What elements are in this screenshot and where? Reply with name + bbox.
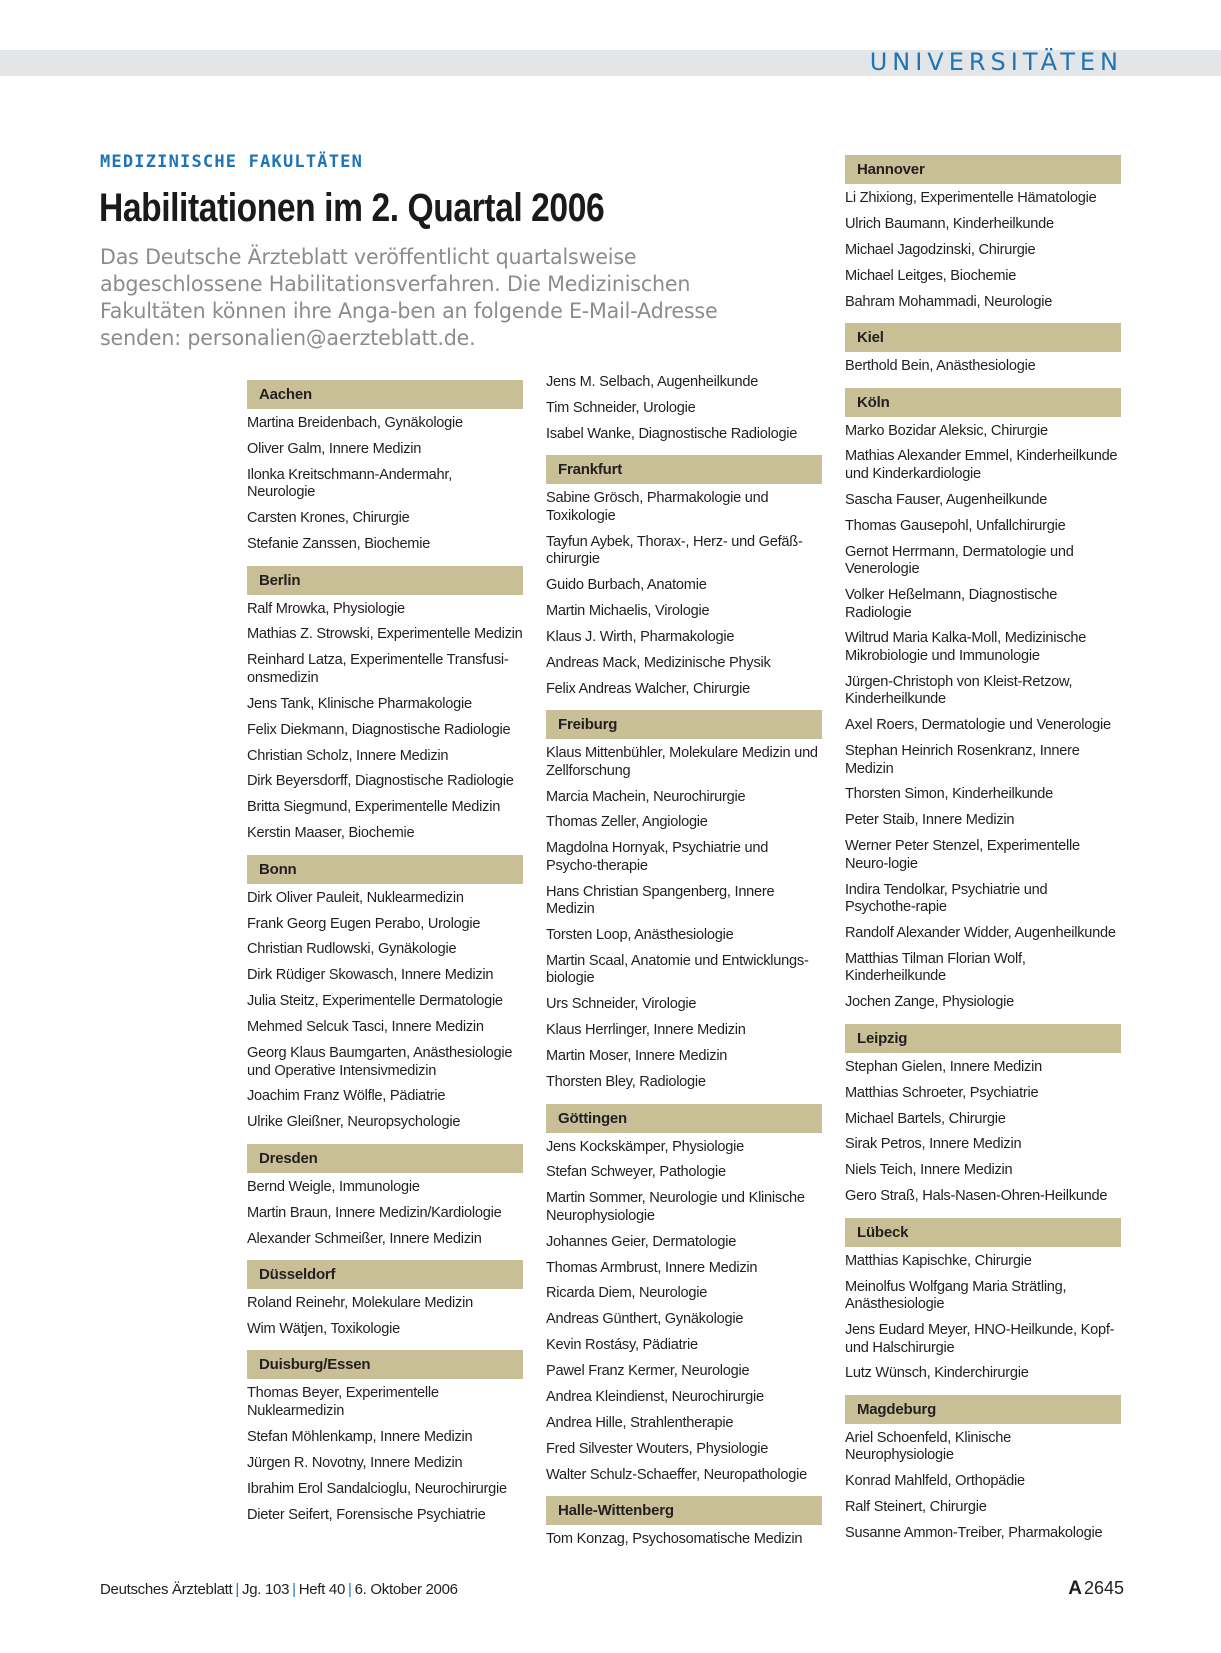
list-item: Martin Sommer, Neurologie und Klinische Neurophysiologie (546, 1190, 805, 1224)
university-group (845, 1024, 1121, 1206)
list-item: Sabine Grösch, Pharmakologie und Toxikologie (546, 490, 769, 524)
article-title: Habilitationen im 2. Quartal 2006 (99, 186, 605, 230)
list-item: Andreas Günthert, Gynäkologie (546, 1311, 744, 1328)
list-item: Carsten Krones, Chirurgie (247, 510, 410, 527)
list-item: Ricarda Diem, Neurologie (546, 1285, 708, 1302)
list-item: Mathias Z. Strowski, Experimentelle Medizin (247, 626, 523, 643)
list-item: Michael Jagodzinski, Chirurgie (845, 241, 1036, 258)
list-item: Magdolna Hornyak, Psychiatrie und Psycho-therapie (546, 840, 769, 874)
university-group (546, 1496, 822, 1549)
list-item: Urs Schneider, Virologie (546, 996, 697, 1013)
list-column-3 (845, 155, 1121, 1555)
university-group (546, 374, 822, 443)
page-number (1068, 1578, 1124, 1600)
list-item: Ulrich Baumann, Kinderheilkunde (845, 215, 1054, 232)
list-item: Klaus J. Wirth, Pharmakologie (546, 628, 735, 645)
list-item: Felix Andreas Walcher, Chirurgie (546, 680, 750, 697)
list-item: Mehmed Selcuk Tasci, Innere Medizin (247, 1019, 484, 1036)
list-item: Axel Roers, Dermatologie und Venerologie (845, 717, 1111, 734)
list-item: Andrea Kleindienst, Neurochirurgie (546, 1389, 764, 1406)
footer-separator: | (292, 1581, 296, 1598)
list-item: Ralf Steinert, Chirurgie (845, 1499, 987, 1516)
university-group (247, 855, 523, 1132)
footer-journal: Deutsches Ärzteblatt (100, 1581, 233, 1598)
list-item: Jens Kockskämper, Physiologie (546, 1138, 744, 1155)
list-item: Matthias Schroeter, Psychiatrie (845, 1084, 1039, 1101)
list-item: Peter Staib, Innere Medizin (845, 812, 1015, 829)
list-item: Ariel Schoenfeld, Klinische Neurophysiologie (845, 1429, 1012, 1464)
list-item: Joachim Franz Wölfle, Pädiatrie (247, 1088, 446, 1105)
university-group (845, 1395, 1121, 1543)
list-item: Sascha Fauser, Augenheilkunde (845, 491, 1048, 508)
university-group (247, 1260, 523, 1338)
list-item: Hans Christian Spangenberg, Innere Medizin (546, 883, 775, 918)
list-item: Bernd Weigle, Immunologie (247, 1178, 420, 1195)
list-item: Meinolfus Wolfgang Maria Strätling, Anästhesiologie (845, 1278, 1067, 1313)
list-item: Frank Georg Eugen Perabo, Urologie (247, 915, 481, 932)
list-item: Martin Moser, Innere Medizin (546, 1048, 728, 1065)
list-item: Stefan Möhlenkamp, Innere Medizin (247, 1428, 473, 1445)
university-heading: Freiburg (546, 710, 822, 739)
page-number-value: 2645 (1083, 1578, 1124, 1598)
university-heading: Göttingen (546, 1104, 822, 1133)
footer-separator: | (348, 1581, 352, 1598)
university-group (845, 1218, 1121, 1383)
footer-date: 6. Oktober 2006 (354, 1581, 458, 1598)
list-item: Martina Breidenbach, Gynäkologie (247, 415, 463, 431)
university-heading: Düsseldorf (247, 1260, 523, 1289)
footer-citation (100, 1581, 458, 1598)
list-item: Li Zhixiong, Experimentelle Hämatologie (845, 190, 1097, 206)
list-item: Dirk Beyersdorff, Diagnostische Radiologie (247, 773, 514, 790)
list-item: Felix Diekmann, Diagnostische Radiologie (247, 721, 511, 738)
list-item: Susanne Ammon-Treiber, Pharmakologie (845, 1525, 1103, 1542)
list-item: Michael Leitges, Biochemie (845, 267, 1017, 284)
list-item: Andreas Mack, Medizinische Physik (546, 654, 771, 671)
list-item: Roland Reinehr, Molekulare Medizin (247, 1295, 473, 1312)
list-item: Klaus Mittenbühler, Molekulare Medizin und Zellforschung (546, 745, 818, 779)
article-kicker: MEDIZINISCHE FAKULTÄTEN (100, 152, 364, 172)
list-item: Stefanie Zanssen, Biochemie (247, 536, 431, 553)
list-item: Reinhard Latza, Experimentelle Transfusi-onsmedizin (247, 652, 509, 686)
list-item: Mathias Alexander Emmel, Kinderheilkunde und Kinderkardiologie (845, 448, 1118, 482)
list-item: Christian Scholz, Innere Medizin (247, 747, 449, 764)
list-item: Guido Burbach, Anatomie (546, 577, 707, 594)
list-item: Johannes Geier, Dermatologie (546, 1233, 737, 1250)
list-item: Stephan Gielen, Innere Medizin (845, 1058, 1042, 1075)
footer-volume: Jg. 103 (242, 1581, 290, 1598)
list-item: Matthias Kapischke, Chirurgie (845, 1252, 1032, 1269)
list-item: Andrea Hille, Strahlentherapie (546, 1414, 734, 1431)
list-item: Klaus Herrlinger, Innere Medizin (546, 1022, 746, 1039)
list-item: Alexander Schmeißer, Innere Medizin (247, 1230, 482, 1247)
list-item: Thorsten Bley, Radiologie (546, 1074, 706, 1091)
list-item: Ilonka Kreitschmann-Andermahr, Neurologie (247, 466, 453, 501)
university-group (845, 323, 1121, 376)
list-item: Martin Braun, Innere Medizin/Kardiologie (247, 1204, 502, 1221)
list-item: Indira Tendolkar, Psychiatrie und Psychothe-rapie (845, 881, 1048, 916)
page-prefix: A (1068, 1578, 1082, 1599)
list-item: Isabel Wanke, Diagnostische Radiologie (546, 425, 798, 442)
list-item: Marko Bozidar Aleksic, Chirurgie (845, 422, 1048, 439)
list-item: Tom Konzag, Psychosomatische Medizin (546, 1531, 803, 1548)
list-item: Thorsten Simon, Kinderheilkunde (845, 786, 1054, 803)
university-group (546, 455, 822, 698)
list-item: Kevin Rostásy, Pädiatrie (546, 1337, 698, 1354)
list-column-2 (546, 374, 822, 1561)
university-group (247, 1144, 523, 1248)
university-heading: Berlin (247, 566, 523, 595)
list-item: Julia Steitz, Experimentelle Dermatologie (247, 993, 503, 1010)
list-item: Lutz Wünsch, Kinderchirurgie (845, 1365, 1029, 1382)
university-group (247, 380, 523, 554)
list-item: Randolf Alexander Widder, Augenheilkunde (845, 925, 1116, 942)
list-item: Jürgen-Christoph von Kleist-Retzow, Kinderheilkunde (845, 673, 1073, 708)
list-item: Sirak Petros, Innere Medizin (845, 1136, 1022, 1153)
list-item: Jürgen R. Novotny, Innere Medizin (247, 1454, 463, 1471)
list-item: Thomas Armbrust, Innere Medizin (546, 1259, 758, 1276)
footer-issue: Heft 40 (298, 1581, 345, 1598)
university-group (247, 1350, 523, 1524)
list-item: Pawel Franz Kermer, Neurologie (546, 1363, 750, 1380)
list-item: Gero Straß, Hals-Nasen-Ohren-Heilkunde (845, 1188, 1108, 1205)
list-item: Dirk Oliver Pauleit, Nuklearmedizin (247, 889, 464, 906)
list-item: Jens Eudard Meyer, HNO-Heilkunde, Kopf-und Halschirurgie (845, 1322, 1115, 1356)
footer-separator: | (235, 1581, 240, 1598)
list-item: Britta Siegmund, Experimentelle Medizin (247, 799, 501, 816)
list-item: Matthias Tilman Florian Wolf, Kinderheilkunde (845, 950, 1026, 985)
list-item: Michael Bartels, Chirurgie (845, 1110, 1006, 1127)
list-item: Walter Schulz-Schaeffer, Neuropathologie (546, 1466, 807, 1483)
list-item: Fred Silvester Wouters, Physiologie (546, 1440, 769, 1457)
list-item: Jens M. Selbach, Augenheilkunde (546, 374, 759, 390)
list-item: Dieter Seifert, Forensische Psychiatrie (247, 1506, 486, 1523)
list-item: Ibrahim Erol Sandalcioglu, Neurochirurgie (247, 1480, 507, 1497)
university-group (845, 155, 1121, 311)
list-item: Oliver Galm, Innere Medizin (247, 440, 422, 457)
list-item: Georg Klaus Baumgarten, Anästhesiologie und Operative Intensivmedizin (247, 1045, 513, 1079)
university-heading: Aachen (247, 380, 523, 409)
university-heading: Dresden (247, 1144, 523, 1173)
list-item: Bahram Mohammadi, Neurologie (845, 293, 1053, 310)
list-item: Torsten Loop, Anästhesiologie (546, 927, 734, 944)
list-item: Gernot Herrmann, Dermatologie und Venerologie (845, 543, 1074, 578)
list-item: Niels Teich, Innere Medizin (845, 1162, 1013, 1179)
list-item: Tayfun Aybek, Thorax-, Herz- und Gefäß-chirurgie (546, 533, 803, 568)
list-item: Martin Michaelis, Virologie (546, 602, 710, 619)
list-item: Werner Peter Stenzel, Experimentelle Neuro-logie (845, 838, 1080, 872)
university-group (546, 1104, 822, 1485)
list-item: Jochen Zange, Physiologie (845, 994, 1014, 1011)
university-heading: Duisburg/Essen (247, 1350, 523, 1379)
university-heading: Bonn (247, 855, 523, 884)
list-item: Dirk Rüdiger Skowasch, Innere Medizin (247, 967, 494, 984)
list-column-1 (247, 380, 523, 1536)
university-heading: Hannover (845, 155, 1121, 184)
university-group (247, 566, 523, 843)
university-heading: Köln (845, 388, 1121, 417)
list-item: Christian Rudlowski, Gynäkologie (247, 941, 457, 958)
list-item: Marcia Machein, Neurochirurgie (546, 788, 746, 805)
list-item: Stephan Heinrich Rosenkranz, Innere Medizin (845, 743, 1080, 777)
list-item: Berthold Bein, Anästhesiologie (845, 358, 1036, 375)
list-item: Tim Schneider, Urologie (546, 399, 696, 416)
list-item: Jens Tank, Klinische Pharmakologie (247, 695, 472, 712)
list-item: Kerstin Maaser, Biochemie (247, 825, 415, 842)
list-item: Martin Scaal, Anatomie und Entwicklungs-biologie (546, 952, 809, 987)
university-heading: Leipzig (845, 1024, 1121, 1053)
list-item: Ralf Mrowka, Physiologie (247, 600, 405, 617)
university-heading: Frankfurt (546, 455, 822, 484)
list-item: Wim Wätjen, Toxikologie (247, 1320, 400, 1337)
article-intro: Das Deutsche Ärzteblatt veröffentlicht quartalsweise abgeschlossene Habilitationsverfahren. Die Medizinischen Fakultäten können ihre Anga-ben an folgende E-Mail-Adresse senden: personalien@aerzteblatt.de. (100, 245, 718, 351)
list-item: Stefan Schweyer, Pathologie (546, 1164, 726, 1181)
university-heading: Kiel (845, 323, 1121, 352)
section-label: UNIVERSITÄTEN (869, 48, 1123, 76)
list-item: Thomas Beyer, Experimentelle Nuklearmedizin (247, 1385, 439, 1419)
list-item: Ulrike Gleißner, Neuropsychologie (247, 1114, 461, 1131)
university-heading: Magdeburg (845, 1395, 1121, 1424)
list-item: Thomas Zeller, Angiologie (546, 814, 708, 831)
university-group (845, 388, 1121, 1012)
university-heading: Lübeck (845, 1218, 1121, 1247)
list-item: Volker Heßelmann, Diagnostische Radiologie (845, 587, 1058, 621)
list-item: Wiltrud Maria Kalka-Moll, Medizinische Mikrobiologie und Immunologie (845, 630, 1087, 664)
university-group (546, 710, 822, 1091)
list-item: Konrad Mahlfeld, Orthopädie (845, 1473, 1025, 1490)
list-item: Thomas Gausepohl, Unfallchirurgie (845, 517, 1066, 534)
university-heading: Halle-Wittenberg (546, 1496, 822, 1525)
